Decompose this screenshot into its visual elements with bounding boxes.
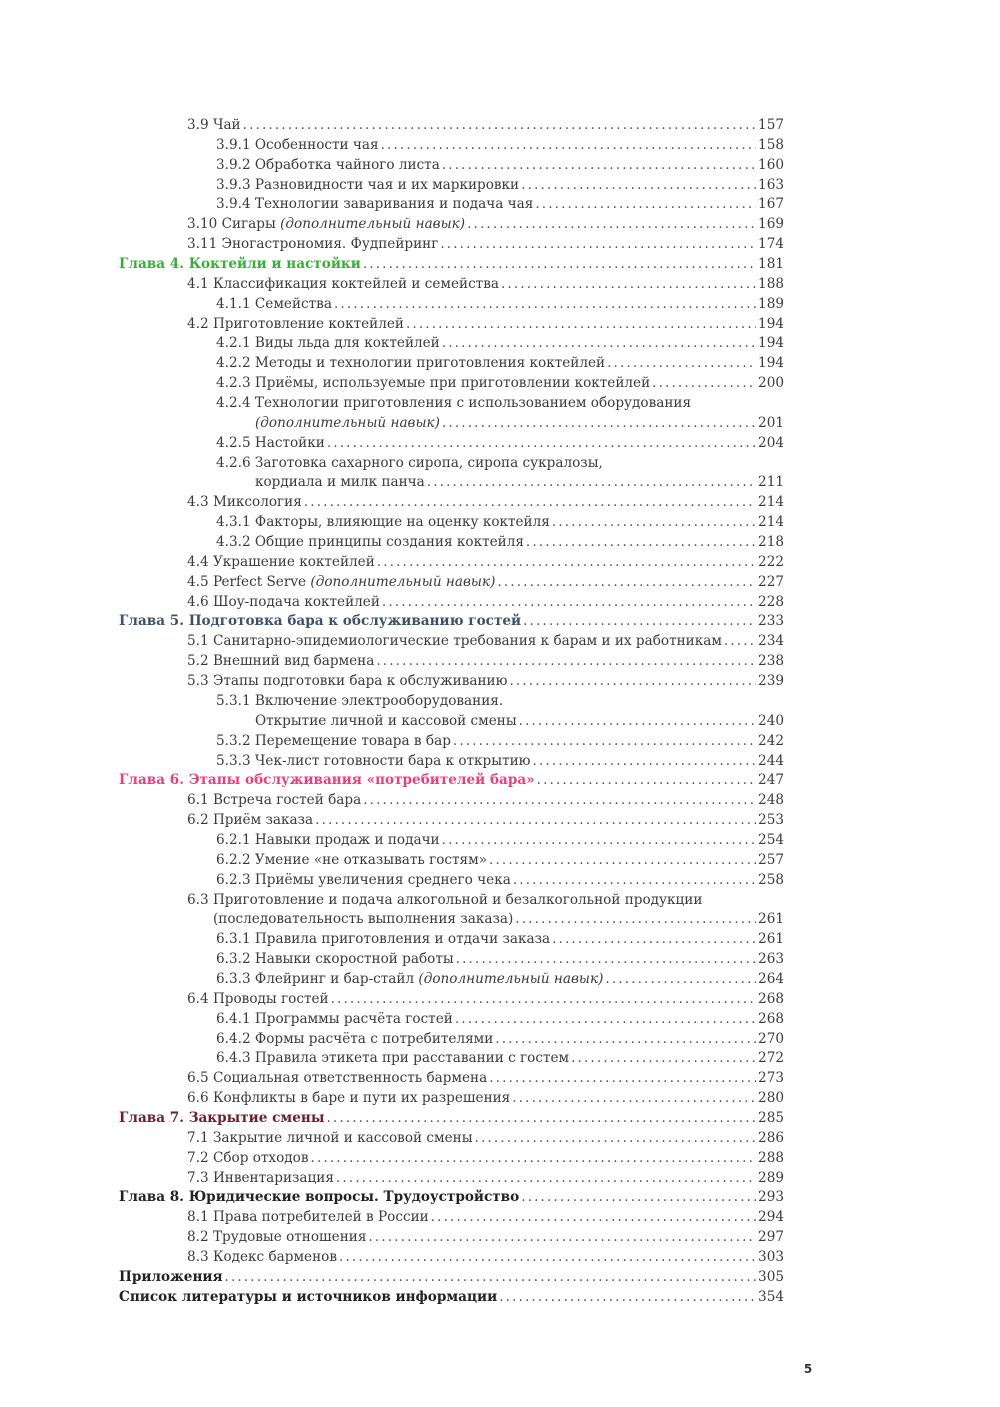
toc-page-number: 268 (758, 1010, 784, 1027)
toc-entry (119, 712, 784, 732)
toc-page-number: 354 (758, 1288, 784, 1305)
toc-entry-title: 5.3.1 Включение электрооборудования. (216, 692, 504, 709)
toc-entry-title: Глава 8. Юридические вопросы. Трудоустройство (119, 1189, 520, 1206)
toc-entry (119, 851, 784, 871)
toc-entry-title: 4.3.2 Общие принципы создания коктейля (216, 534, 524, 551)
toc-leader-dots (515, 910, 756, 930)
toc-page-number: 289 (758, 1169, 784, 1186)
toc-entry-title: Приложения (119, 1268, 223, 1285)
toc-entry-title: 5.3.2 Перемещение товара в бар (216, 732, 451, 749)
toc-entry-title: кордиала и милк панча (255, 474, 425, 491)
toc-page-number: 264 (758, 970, 784, 987)
toc-entry (119, 871, 784, 891)
toc-entry (119, 354, 784, 374)
toc-page-number: 280 (758, 1090, 784, 1107)
toc-page-number: 285 (758, 1109, 784, 1126)
toc-entry-title: (последовательность выполнения заказа) (213, 911, 514, 928)
toc-entry (119, 394, 784, 414)
toc-entry-title: 3.9.3 Разновидности чая и их маркировки (216, 176, 520, 193)
toc-entry-title: Открытие личной и кассовой смены (255, 712, 517, 729)
toc-leader-dots (526, 533, 756, 553)
toc-entry (119, 1149, 784, 1169)
toc-entry-title: 6.3.3 Флейринг и бар-стайл (дополнительный навык) (216, 970, 604, 987)
toc-entry (119, 1069, 784, 1089)
toc-entry (119, 970, 784, 990)
toc-chapter-entry (119, 1188, 784, 1208)
toc-entry-title: 4.3.1 Факторы, влияющие на оценку коктейля (216, 514, 550, 531)
toc-page-number: 297 (758, 1229, 784, 1246)
toc-entry (119, 1010, 784, 1030)
toc-entry (119, 910, 784, 930)
toc-entry-title: 4.5 Perfect Serve (дополнительный навык) (187, 573, 496, 590)
toc-entry-title: 6.2.1 Навыки продаж и подачи (216, 831, 440, 848)
toc-page-number: 305 (758, 1268, 784, 1285)
toc-leader-dots (495, 1030, 756, 1050)
toc-leader-dots (225, 1268, 757, 1288)
toc-page-number: 234 (758, 633, 784, 650)
toc-entry-title: 6.4.2 Формы расчёта с потребителями (216, 1030, 494, 1047)
toc-leader-dots (326, 1109, 756, 1129)
toc-entry (119, 1248, 784, 1268)
toc-entry-title: Глава 6. Этапы обслуживания «потребителей бара» (119, 772, 535, 789)
toc-leader-dots (571, 1049, 756, 1069)
toc-entry-title: 7.2 Сбор отходов (187, 1149, 309, 1166)
toc-page-number: 286 (758, 1129, 784, 1146)
toc-leader-dots (501, 275, 756, 295)
toc-leader-dots (363, 791, 756, 811)
toc-entry (119, 374, 784, 394)
toc-leader-dots (315, 811, 756, 831)
toc-leader-dots (607, 354, 756, 374)
toc-page-number: 258 (758, 871, 784, 888)
toc-entry-title: 6.4.3 Правила этикета при расставании с гостем (216, 1050, 570, 1067)
toc-entry-title: 4.2 Приготовление коктейлей (187, 315, 404, 332)
toc-entry-title: 6.2.3 Приёмы увеличения среднего чека (216, 871, 511, 888)
toc-leader-dots (537, 771, 756, 791)
toc-page-number: 227 (758, 573, 784, 590)
toc-entry-title: 6.3.2 Навыки скоростной работы (216, 951, 454, 968)
toc-leader-dots (382, 593, 756, 613)
toc-entry (119, 513, 784, 533)
toc-entry (119, 533, 784, 553)
toc-leader-dots (489, 1069, 756, 1089)
toc-entry-title: Список литературы и источников информации (119, 1288, 498, 1305)
toc-leader-dots (512, 1089, 756, 1109)
toc-chapter-entry (119, 771, 784, 791)
toc-leader-dots (552, 513, 756, 533)
toc-leader-dots (523, 612, 756, 632)
toc-entry-title: 4.1.1 Семейства (216, 295, 332, 312)
toc-leader-dots (377, 553, 756, 573)
toc-page-number: 181 (758, 256, 784, 273)
toc-entry-title (255, 414, 440, 434)
toc-leader-dots (475, 1129, 757, 1149)
toc-chapter-entry (119, 1268, 784, 1288)
toc-entry-title: 6.1 Встреча гостей бара (187, 792, 362, 809)
toc-page-number: 293 (758, 1189, 784, 1206)
toc-entry (119, 156, 784, 176)
toc-page-number: 240 (758, 712, 784, 729)
toc-entry-title: 3.9.1 Особенности чая (216, 136, 379, 153)
toc-leader-dots (521, 176, 756, 196)
toc-entry-title: 5.3.3 Чек-лист готовности бара к открытию (216, 752, 531, 769)
toc-leader-dots (327, 434, 756, 454)
toc-entry-note: (дополнительный навык) (418, 970, 604, 987)
toc-entry-title: 5.1 Санитарно-эпидемиологические требования к барам и их работникам (187, 633, 722, 650)
toc-leader-dots (467, 215, 756, 235)
toc-entry (119, 176, 784, 196)
toc-entry-title: 6.6 Конфликты в баре и пути их разрешения (187, 1090, 511, 1107)
toc-page-number: 253 (758, 812, 784, 829)
toc-entry (119, 593, 784, 613)
toc-leader-dots (499, 1288, 756, 1308)
toc-entry (119, 891, 784, 911)
toc-leader-dots (427, 473, 756, 493)
toc-leader-dots (381, 136, 756, 156)
toc-entry-title: 3.10 Сигары (дополнительный навык) (187, 216, 466, 233)
toc-entry (119, 652, 784, 672)
toc-page-number: 163 (758, 176, 784, 193)
toc-page-number: 268 (758, 990, 784, 1007)
toc-page-number: 204 (758, 434, 784, 451)
toc-entry (119, 672, 784, 692)
toc-page-number: 214 (758, 514, 784, 531)
toc-page-number: 244 (758, 752, 784, 769)
toc-leader-dots (456, 950, 756, 970)
toc-entry (119, 434, 784, 454)
toc-page-number: 158 (758, 136, 784, 153)
toc-leader-dots (311, 1149, 757, 1169)
toc-page-number: 222 (758, 553, 784, 570)
toc-leader-dots (533, 752, 757, 772)
toc-page-number: 270 (758, 1030, 784, 1047)
toc-entry-title: 8.1 Права потребителей в России (187, 1209, 429, 1226)
toc-page-number: 228 (758, 593, 784, 610)
toc-leader-dots (605, 970, 756, 990)
toc-entry-title: 5.3 Этапы подготовки бара к обслуживанию (187, 673, 508, 690)
toc-page-number: 214 (758, 494, 784, 511)
toc-leader-dots (406, 315, 756, 335)
toc-page-number: 169 (758, 216, 784, 233)
toc-chapter-entry (119, 255, 784, 275)
toc-entry (119, 930, 784, 950)
toc-page-number: 160 (758, 156, 784, 173)
toc-leader-dots (652, 374, 756, 394)
toc-entry-title: Глава 5. Подготовка бара к обслуживанию гостей (119, 613, 522, 630)
toc-page-number: 233 (758, 613, 784, 630)
toc-entry (119, 136, 784, 156)
toc-entry-note: (дополнительный навык) (310, 573, 496, 590)
page-number: 5 (803, 1362, 813, 1376)
toc-leader-dots (453, 732, 756, 752)
toc-leader-dots (376, 652, 756, 672)
toc-leader-dots (455, 1010, 756, 1030)
toc-leader-dots (442, 156, 756, 176)
toc-page-number: 242 (758, 732, 784, 749)
toc-leader-dots (331, 990, 756, 1010)
toc-page-number: 288 (758, 1149, 784, 1166)
toc-entry (119, 1030, 784, 1050)
toc-entry (119, 414, 784, 434)
toc-page-number: 238 (758, 653, 784, 670)
toc-entry-title: 4.4 Украшение коктейлей (187, 553, 375, 570)
toc-leader-dots (368, 1228, 756, 1248)
toc-leader-dots (442, 414, 756, 434)
toc-entry (119, 732, 784, 752)
toc-page-number: 188 (758, 275, 784, 292)
toc-page-number: 257 (758, 851, 784, 868)
toc-leader-dots (552, 930, 756, 950)
toc-entry (119, 334, 784, 354)
toc-entry-title: 6.4.1 Программы расчёта гостей (216, 1010, 453, 1027)
toc-page-number: 263 (758, 951, 784, 968)
toc-entry (119, 473, 784, 493)
toc-entry (119, 553, 784, 573)
toc-page-number: 218 (758, 534, 784, 551)
toc-leader-dots (363, 255, 756, 275)
toc-entry-title: 6.3 Приготовление и подача алкогольной и безалкогольной продукции (187, 891, 703, 908)
toc-page-number: 211 (758, 474, 784, 491)
toc-leader-dots (334, 295, 756, 315)
toc-entry (119, 1208, 784, 1228)
toc-entry-title: 4.3 Миксология (187, 494, 302, 511)
toc-leader-dots (431, 1208, 756, 1228)
toc-entry (119, 1129, 784, 1149)
toc-page-number: 174 (758, 236, 784, 253)
toc-entry (119, 275, 784, 295)
toc-leader-dots (521, 1188, 756, 1208)
toc-entry-title: 4.2.3 Приёмы, используемые при приготовлении коктейлей (216, 375, 651, 392)
toc-page-number: 303 (758, 1248, 784, 1265)
toc-entry (119, 493, 784, 513)
toc-entry (119, 215, 784, 235)
toc-entry (119, 573, 784, 593)
toc-entry-title: 4.2.1 Виды льда для коктейлей (216, 335, 440, 352)
toc-page-number: 294 (758, 1209, 784, 1226)
toc-leader-dots (339, 1248, 756, 1268)
toc-entry (119, 1169, 784, 1189)
toc-page-number: 273 (758, 1070, 784, 1087)
toc-entry-title: 6.5 Социальная ответственность бармена (187, 1070, 488, 1087)
toc-entry-title: 6.2 Приём заказа (187, 812, 314, 829)
toc-entry-title: 4.2.2 Методы и технологии приготовления коктейлей (216, 355, 606, 372)
toc-entry (119, 195, 784, 215)
toc-entry (119, 692, 784, 712)
toc-entry-title: 4.2.4 Технологии приготовления с использованием оборудования (216, 395, 692, 412)
toc-page-number: 194 (758, 355, 784, 372)
toc-leader-dots (442, 831, 756, 851)
toc-page-number: 200 (758, 375, 784, 392)
toc-leader-dots (489, 851, 756, 871)
toc-page-number: 157 (758, 117, 784, 133)
toc-entry-title: 3.9.4 Технологии заваривания и подача чая (216, 196, 534, 213)
toc-entry-title: 8.2 Трудовые отношения (187, 1229, 367, 1246)
toc-page-number: 201 (758, 414, 784, 431)
toc-entry-title: 7.3 Инвентаризация (187, 1169, 334, 1186)
toc-entry (119, 811, 784, 831)
toc-page-number: 194 (758, 335, 784, 352)
toc-page-number: 194 (758, 315, 784, 332)
toc-leader-dots (513, 871, 756, 891)
toc-entry-note: (дополнительный навык) (280, 216, 466, 233)
toc-entry (119, 950, 784, 970)
toc-entry-title: 7.1 Закрытие личной и кассовой смены (187, 1129, 473, 1146)
toc-page-number: 189 (758, 295, 784, 312)
toc-entry-title: 4.6 Шоу-подача коктейлей (187, 593, 380, 610)
toc-leader-dots (535, 195, 756, 215)
toc-entry-title: 6.2.2 Умение «не отказывать гостям» (216, 851, 488, 868)
toc-entry (119, 791, 784, 811)
toc-entry (119, 454, 784, 474)
toc-chapter-entry (119, 1288, 784, 1308)
table-of-contents (119, 116, 784, 1308)
toc-entry (119, 752, 784, 772)
toc-entry (119, 990, 784, 1010)
toc-entry (119, 632, 784, 652)
toc-entry-title: 3.9 Чай (187, 117, 241, 133)
toc-entry (119, 116, 784, 136)
toc-entry (119, 1228, 784, 1248)
toc-entry-title: 4.2.6 Заготовка сахарного сиропа, сиропа сукралозы, (216, 454, 603, 471)
toc-page-number: 248 (758, 792, 784, 809)
toc-leader-dots (442, 334, 756, 354)
toc-entry (119, 1049, 784, 1069)
toc-leader-dots (519, 712, 756, 732)
toc-page-number: 167 (758, 196, 784, 213)
toc-entry (119, 295, 784, 315)
toc-page-number: 254 (758, 831, 784, 848)
toc-leader-dots (304, 493, 756, 513)
toc-chapter-entry (119, 1109, 784, 1129)
toc-entry (119, 1089, 784, 1109)
toc-leader-dots (509, 672, 756, 692)
toc-chapter-entry (119, 612, 784, 632)
toc-leader-dots (243, 116, 756, 136)
toc-entry-title: 3.11 Эногастрономия. Фудпейринг (187, 236, 439, 253)
toc-entry-title: 5.2 Внешний вид бармена (187, 653, 375, 670)
toc-leader-dots (336, 1169, 756, 1189)
toc-entry-title: Глава 4. Коктейли и настойки (119, 256, 361, 273)
toc-entry (119, 315, 784, 335)
toc-entry-title: 4.2.5 Настойки (216, 434, 325, 451)
toc-page-number: 261 (758, 911, 784, 928)
toc-entry-title: 6.3.1 Правила приготовления и отдачи заказа (216, 931, 551, 948)
toc-page-number: 261 (758, 931, 784, 948)
toc-entry-title: Глава 7. Закрытие смены (119, 1109, 325, 1126)
toc-entry-title: 6.4 Проводы гостей (187, 990, 329, 1007)
toc-page-number: 239 (758, 673, 784, 690)
toc-entry-title: 4.1 Классификация коктейлей и семейства (187, 275, 499, 292)
toc-page-number: 272 (758, 1050, 784, 1067)
toc-entry-note: (дополнительный навык) (255, 414, 440, 431)
toc-leader-dots (724, 632, 756, 652)
toc-page-number: 247 (758, 772, 784, 789)
toc-entry (119, 235, 784, 255)
toc-leader-dots (497, 573, 756, 593)
toc-entry-title: 3.9.2 Обработка чайного листа (216, 156, 440, 173)
toc-leader-dots (440, 235, 756, 255)
toc-entry-title: 8.3 Кодекс барменов (187, 1248, 337, 1265)
toc-entry (119, 831, 784, 851)
